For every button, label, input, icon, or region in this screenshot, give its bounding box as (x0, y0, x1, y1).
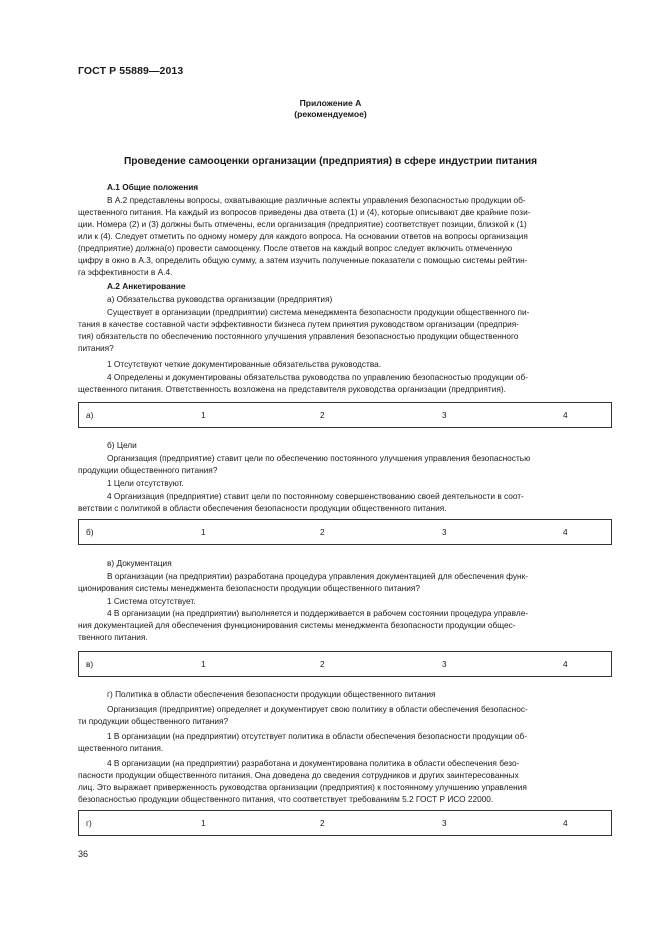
rating-option-4: 4 (563, 527, 568, 537)
page-number: 36 (78, 849, 89, 859)
rating-option-4: 4 (563, 818, 568, 828)
text-line: Организация (предприятие) ставит цели по обеспечению постоянного улучшения управления безопасностью (107, 453, 531, 463)
text-line: 4 В организации (на предприятии) выполняется и поддерживается в рабочем состоянии процедура управле- (107, 608, 529, 618)
rating-label: в) (86, 659, 94, 669)
rating-option-3: 3 (442, 818, 447, 828)
text-line: га эффективности в А.4. (78, 267, 173, 277)
text-line: цифру в окно в А.3, определить общую сумму, а затем изучить полученные показатели с помощью системы рейтин- (78, 255, 528, 265)
text-line: 4 Определены и документированы обязательства руководства по управлению безопасностью продукции об- (107, 372, 528, 382)
rating-option-1: 1 (201, 659, 206, 669)
text-line: тия) обязательств по обеспечению постоянного улучшения управления безопасностью продукции общественного (78, 331, 519, 341)
text-line: твенного питания. (78, 632, 148, 642)
text-line: щественного питания. (78, 743, 164, 753)
annex-title: Приложение А (299, 98, 362, 108)
text-line: (предприятие) должна(о) провести самооценку. После ответов на каждый вопрос следует включить отмеченную (78, 243, 513, 253)
rating-option-3: 3 (442, 410, 447, 420)
text-line: щественного питания. Ответственность возложена на представителя руководства организации (предприятия). (78, 384, 506, 394)
text-line: щественного питания. На каждый из вопросов приведены два ответа (1) и (4), которые описывают две крайние пози- (78, 207, 531, 217)
text-line: питания? (78, 343, 114, 353)
text-line: г) Политика в области обеспечения безопасности продукции общественного питания (107, 689, 436, 699)
section-heading: А.1 Общие положения (107, 182, 199, 192)
text-line: В организации (на предприятии) разработана процедура управления документацией для обеспечения функ- (107, 571, 529, 581)
text-line: Организация (предприятие) определяет и документирует свою политику в области обеспечения безопаснос- (107, 704, 528, 714)
rating-option-2: 2 (320, 410, 325, 420)
document-title: Проведение самооценки организации (предприятия) в сфере индустрии питания (123, 156, 538, 167)
text-line: 1 В организации (на предприятии) отсутствует политика в области обеспечения безопасности продукции об- (107, 731, 528, 741)
rating-scale-table (78, 651, 612, 677)
text-line: ционирования системы менеджмента безопасности продукции общественного питания? (78, 583, 421, 593)
rating-option-3: 3 (442, 659, 447, 669)
rating-scale-table (78, 519, 612, 545)
text-line: тания в качестве составной части эффективности бизнеса путем принятия руководством организации (предприя- (78, 319, 520, 329)
rating-option-3: 3 (442, 527, 447, 537)
text-line: 1 Система отсутствует. (107, 596, 196, 606)
text-line: безопасностью продукции общественного питания, что соответствует требованиям 5.2 ГОСТ Р ИСО 22000. (78, 794, 494, 804)
text-line: 1 Цели отсутствуют. (107, 478, 184, 488)
document-header: ГОСТ Р 55889—2013 (78, 65, 184, 77)
text-line: ции. Номера (2) и (3) должны быть отмечены, если организация (предприятие) соответствует позиции, близкой к (1) (78, 219, 527, 229)
rating-option-4: 4 (563, 659, 568, 669)
text-line: в) Документация (107, 558, 172, 568)
text-line: 4 Организация (предприятие) ставит цели по постоянному совершенствованию своей деятельности в сoот- (107, 491, 524, 501)
section-heading: А.2 Анкетирование (107, 281, 186, 291)
rating-option-2: 2 (320, 818, 325, 828)
rating-option-1: 1 (201, 527, 206, 537)
text-line: ти продукции общественного питания? (78, 716, 229, 726)
text-line: продукции общественного питания? (78, 465, 218, 475)
text-line: 1 Отсутствуют четкие документированные обязательства руководства. (107, 359, 382, 369)
rating-option-2: 2 (320, 659, 325, 669)
rating-label: а) (86, 410, 94, 420)
text-line: б) Цели (107, 440, 137, 450)
rating-scale-table (78, 810, 612, 836)
text-line: В А.2 представлены вопросы, охватывающие различные аспекты управления безопасностью продукции об- (107, 195, 526, 205)
text-line: 4 В организации (на предприятии) разработана и документирована политика в области обеспечения безо- (107, 758, 520, 768)
rating-option-4: 4 (563, 410, 568, 420)
text-line: ния документацией для обеспечения функционирования системы менеджмента безопасности продукции общес- (78, 620, 516, 630)
rating-option-1: 1 (201, 410, 206, 420)
rating-label: б) (86, 527, 94, 537)
rating-option-1: 1 (201, 818, 206, 828)
rating-label: г) (86, 818, 92, 828)
rating-scale-table (78, 402, 612, 428)
text-line: или к (4). Следует отметить по одному номеру для каждого вопроса. На основании ответов на вопросы организация (78, 231, 528, 241)
text-line: Существует в организации (предприятии) система менеджмента безопасности продукции общественного пи- (107, 307, 530, 317)
text-line: лиц. Это выражает приверженность руководства организации (предприятия) к постоянному улучшению управления (78, 782, 527, 792)
text-line: пасности продукции общественного питания. Она доведена до сведения сотрудников и других заинтересованных (78, 770, 519, 780)
annex-status: (рекомендуемое) (294, 109, 367, 119)
text-line: ветствии с политикой в области обеспечения безопасности продукции общественного питания. (78, 503, 447, 513)
rating-option-2: 2 (320, 527, 325, 537)
text-line: а) Обязательства руководства организации (предприятия) (107, 294, 333, 304)
